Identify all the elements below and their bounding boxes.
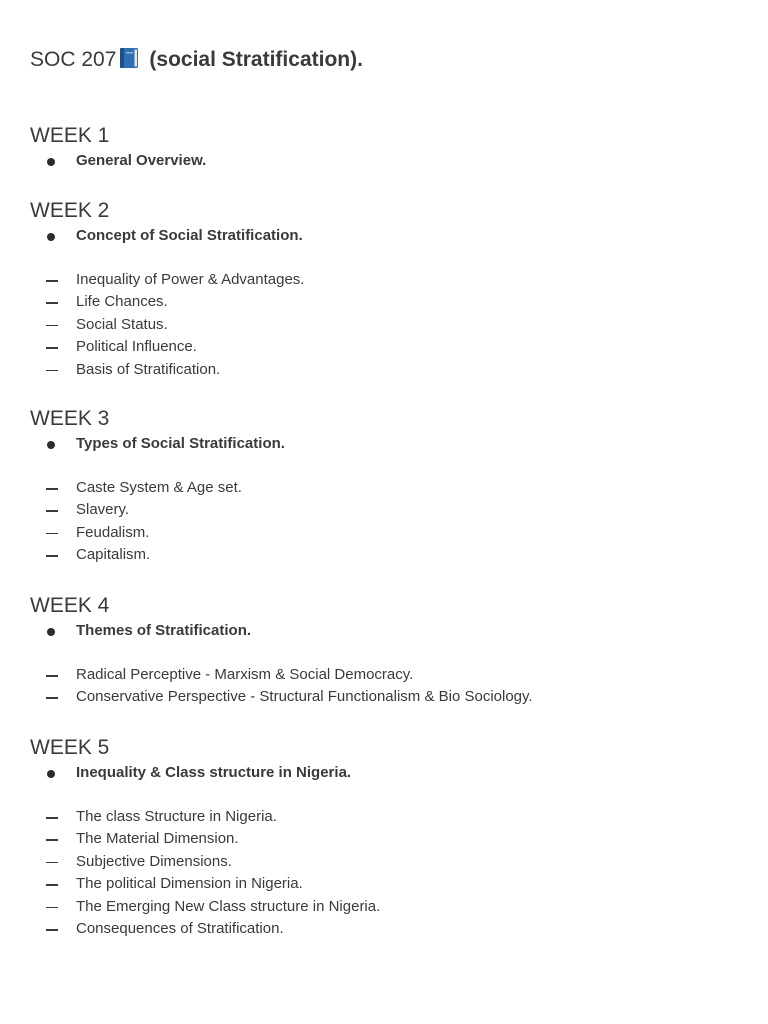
week-heading: WEEK 4 (30, 594, 110, 617)
dash-icon (46, 884, 58, 886)
subtopic-label: The political Dimension in Nigeria. (76, 875, 303, 893)
subtopic-item (30, 687, 740, 709)
blue-book-icon (117, 46, 141, 70)
subtopic-item (30, 852, 740, 874)
subtopic-item (30, 270, 740, 292)
subtopic-label: Capitalism. (76, 546, 151, 564)
subtopic-item (30, 874, 740, 896)
subtopic-item (30, 315, 740, 337)
subtopic-label: Slavery. (76, 501, 130, 519)
document-title (30, 46, 363, 74)
subtopic-list (30, 807, 740, 941)
dash-icon (46, 533, 58, 535)
bullet-icon (47, 770, 55, 778)
topic-bullet-item (30, 434, 740, 456)
course-code: SOC 207 (30, 48, 117, 71)
subtopic-label: Feudalism. (76, 523, 150, 541)
topic-label: Themes of Stratification. (76, 622, 252, 639)
dash-icon (46, 555, 58, 557)
dash-icon (46, 817, 58, 819)
dash-icon (46, 510, 58, 512)
week-section (30, 123, 740, 173)
dash-icon (46, 347, 58, 349)
week-heading: WEEK 5 (30, 736, 110, 759)
subtopic-label: Consequences of Stratification. (76, 919, 284, 937)
topic-label: General Overview. (76, 152, 207, 169)
subtopic-item (30, 897, 740, 919)
topic-bullet-item (30, 763, 740, 785)
dash-icon (46, 302, 58, 304)
dash-icon (46, 488, 58, 490)
subtopic-label: The Material Dimension. (76, 830, 239, 848)
subtopic-item (30, 478, 740, 500)
subtopic-list (30, 665, 740, 710)
dash-icon (46, 907, 58, 909)
dash-icon (46, 697, 58, 699)
topic-label: Concept of Social Stratification. (76, 227, 303, 244)
dash-icon (46, 929, 58, 931)
week-heading: WEEK 1 (30, 124, 110, 147)
subtopic-label: Social Status. (76, 315, 168, 333)
dash-icon (46, 325, 58, 327)
dash-icon (46, 370, 58, 372)
subtopic-item (30, 360, 740, 382)
bullet-icon (47, 233, 55, 241)
subtopic-label: Conservative Perspective - Structural Functionalism & Bio Sociology. (76, 688, 533, 706)
subtopic-label: The class Structure in Nigeria. (76, 808, 277, 825)
topic-bullet-item (30, 226, 740, 248)
subtopic-item (30, 807, 740, 829)
week-heading: WEEK 2 (30, 199, 110, 222)
dash-icon (46, 839, 58, 841)
subtopic-label: Caste System & Age set. (76, 479, 242, 496)
subtopic-label: The Emerging New Class structure in Nigeria. (76, 897, 381, 915)
subtopic-label: Subjective Dimensions. (76, 852, 232, 870)
subtopic-label: Inequality of Power & Advantages. (76, 271, 305, 288)
subtopic-item (30, 337, 740, 359)
bullet-icon (47, 158, 55, 166)
week-section (30, 198, 740, 382)
subtopic-item (30, 829, 740, 851)
subtopic-item (30, 665, 740, 687)
subtopic-label: Basis of Stratification. (76, 360, 221, 378)
subtopic-item (30, 292, 740, 314)
topic-label: Types of Social Stratification. (76, 435, 285, 452)
course-subtitle: (social Stratification). (149, 48, 363, 71)
topic-bullet-item (30, 151, 740, 173)
week-heading: WEEK 3 (30, 407, 110, 430)
week-section (30, 735, 740, 941)
topic-label: Inequality & Class structure in Nigeria. (76, 764, 352, 781)
subtopic-label: Life Chances. (76, 293, 168, 311)
subtopic-item (30, 545, 740, 567)
subtopic-item (30, 523, 740, 545)
bullet-icon (47, 628, 55, 636)
bullet-icon (47, 441, 55, 449)
subtopic-list (30, 270, 740, 382)
subtopic-list (30, 478, 740, 568)
subtopic-label: Radical Perceptive - Marxism & Social Democracy. (76, 666, 414, 683)
topic-bullet-item (30, 621, 740, 643)
dash-icon (46, 675, 58, 677)
week-section (30, 593, 740, 710)
dash-icon (46, 280, 58, 282)
subtopic-item (30, 919, 740, 941)
subtopic-item (30, 500, 740, 522)
subtopic-label: Political Influence. (76, 338, 197, 356)
week-section (30, 406, 740, 568)
dash-icon (46, 862, 58, 864)
